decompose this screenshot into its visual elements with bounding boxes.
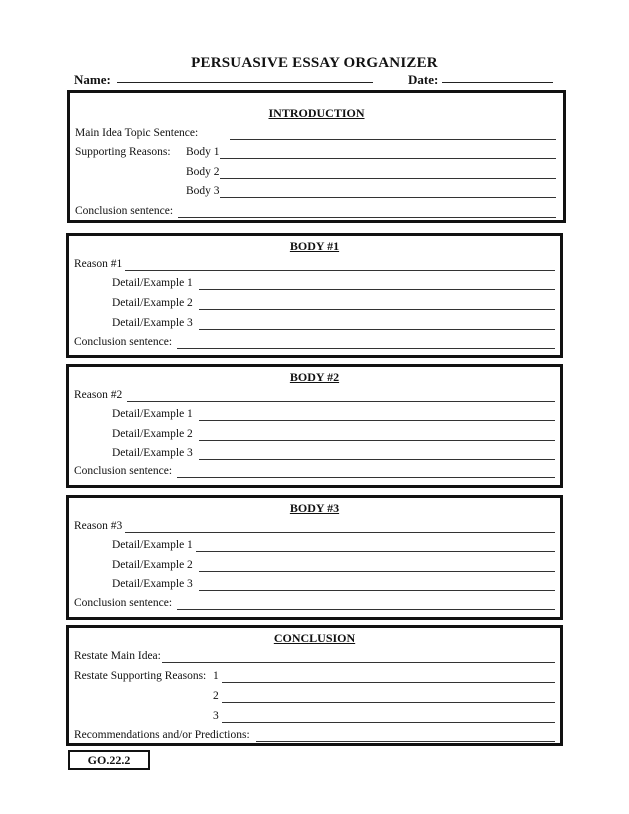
name-label: Name: <box>74 72 111 87</box>
restate-num3: 3 <box>213 710 219 722</box>
supporting-reasons-label: Supporting Reasons: <box>75 146 171 158</box>
body3-label: Body 3 <box>186 185 220 197</box>
body2-conclusion-field[interactable] <box>177 477 555 478</box>
body1-detail3-field[interactable] <box>199 329 555 330</box>
body1-detail2-field[interactable] <box>199 309 555 310</box>
body1-heading: BODY #1 <box>289 239 340 253</box>
main-idea-field[interactable] <box>230 139 556 140</box>
reason1-field[interactable] <box>125 270 555 271</box>
body3-conclusion-field[interactable] <box>177 609 555 610</box>
body3-section <box>66 495 563 620</box>
body1-detail1-field[interactable] <box>199 289 555 290</box>
introduction-heading: INTRODUCTION <box>268 106 365 120</box>
body1-section <box>66 233 563 358</box>
body3-detail3-label: Detail/Example 3 <box>112 578 193 590</box>
body1-detail1-label: Detail/Example 1 <box>112 277 193 289</box>
recommendations-field[interactable] <box>256 741 555 742</box>
introduction-section <box>67 90 566 223</box>
body1-detail2-label: Detail/Example 2 <box>112 297 193 309</box>
body3-detail1-field[interactable] <box>196 551 555 552</box>
body2-detail2-label: Detail/Example 2 <box>112 428 193 440</box>
body3-heading: BODY #3 <box>289 501 340 515</box>
reason2-label: Reason #2 <box>74 389 123 401</box>
intro-conclusion-label: Conclusion sentence: <box>75 205 174 217</box>
conclusion-section <box>66 625 563 746</box>
body2-detail2-field[interactable] <box>199 440 555 441</box>
restate-reason1-field[interactable] <box>222 682 555 683</box>
recommendations-label: Recommendations and/or Predictions: <box>74 729 250 741</box>
body1-conclusion-field[interactable] <box>177 348 555 349</box>
body2-detail1-label: Detail/Example 1 <box>112 408 193 420</box>
reason2-field[interactable] <box>127 401 555 402</box>
body3-field[interactable] <box>220 197 556 198</box>
restate-num1: 1 <box>213 670 219 682</box>
body1-field[interactable] <box>220 158 556 159</box>
body2-label: Body 2 <box>186 166 220 178</box>
body2-detail3-label: Detail/Example 3 <box>112 447 193 459</box>
body2-conclusion-label: Conclusion sentence: <box>74 465 173 477</box>
restate-reason3-field[interactable] <box>222 722 555 723</box>
body3-detail2-label: Detail/Example 2 <box>112 559 193 571</box>
name-field[interactable] <box>117 82 373 83</box>
restate-main-field[interactable] <box>162 662 555 663</box>
restate-reason2-field[interactable] <box>222 702 555 703</box>
body2-detail1-field[interactable] <box>199 420 555 421</box>
restate-reasons-label: Restate Supporting Reasons: <box>74 670 207 682</box>
body1-detail3-label: Detail/Example 3 <box>112 317 193 329</box>
body2-section <box>66 364 563 488</box>
body3-conclusion-label: Conclusion sentence: <box>74 597 173 609</box>
body2-heading: BODY #2 <box>289 370 340 384</box>
reason1-label: Reason #1 <box>74 258 123 270</box>
body3-detail3-field[interactable] <box>199 590 555 591</box>
main-idea-label: Main Idea Topic Sentence: <box>75 127 199 139</box>
body2-detail3-field[interactable] <box>199 459 555 460</box>
reason3-label: Reason #3 <box>74 520 123 532</box>
page-title: PERSUASIVE ESSAY ORGANIZER <box>191 55 438 71</box>
date-field[interactable] <box>442 82 553 83</box>
body1-conclusion-label: Conclusion sentence: <box>74 336 173 348</box>
body1-label: Body 1 <box>186 146 220 158</box>
restate-num2: 2 <box>213 690 219 702</box>
restate-main-label: Restate Main Idea: <box>74 650 161 662</box>
conclusion-heading: CONCLUSION <box>273 631 356 645</box>
date-label: Date: <box>408 72 439 87</box>
body3-detail2-field[interactable] <box>199 571 555 572</box>
body3-detail1-label: Detail/Example 1 <box>112 539 193 551</box>
body2-field[interactable] <box>220 178 556 179</box>
reason3-field[interactable] <box>125 532 555 533</box>
intro-conclusion-field[interactable] <box>178 217 556 218</box>
document-code: GO.22.2 <box>68 750 150 770</box>
